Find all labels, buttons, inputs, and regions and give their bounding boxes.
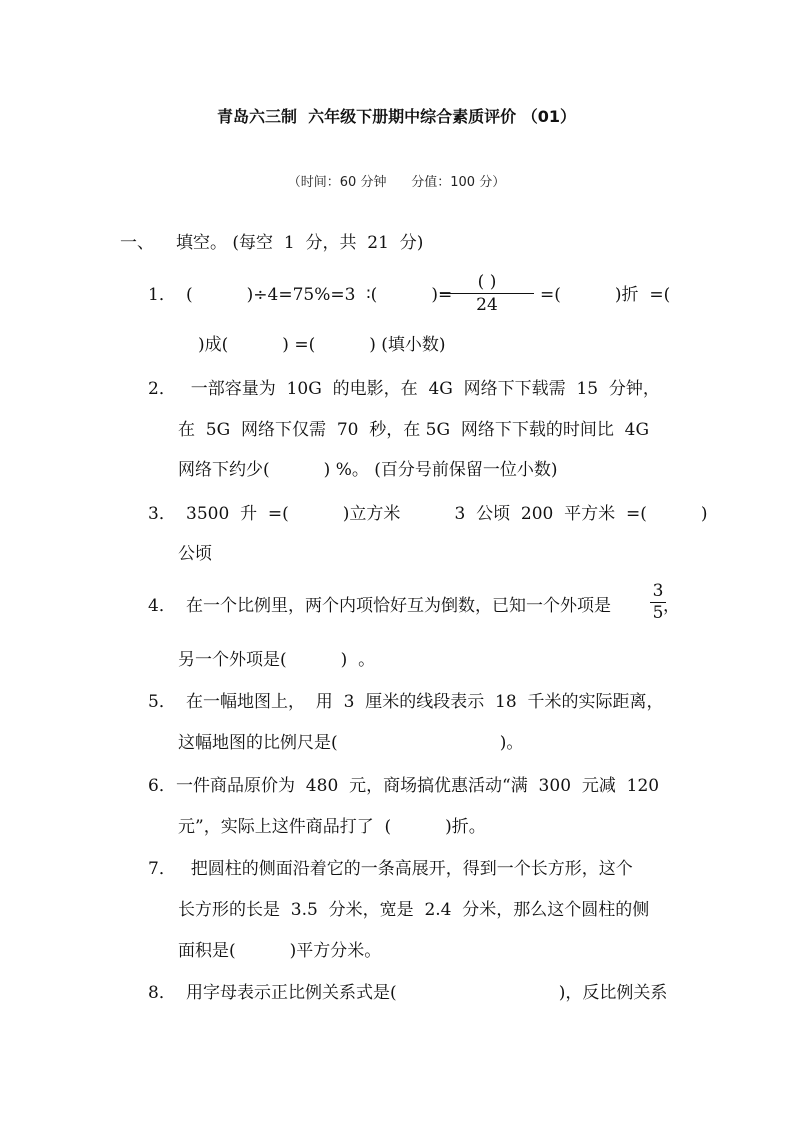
question-1-line2: )成( ) =( ) (填小数) bbox=[198, 335, 446, 355]
question-4-comma: ， bbox=[663, 596, 680, 616]
question-7-line1: 把圆柱的侧面沿着它的一条高展开，得到一个长方形，这个 bbox=[180, 859, 633, 879]
question-2-line2: 在 5G 网络下仅需 70 秒，在 5G 网络下下载的时间比 4G bbox=[178, 420, 650, 440]
question-4-number: 4． bbox=[148, 596, 176, 616]
fraction-numerator: 3 bbox=[652, 581, 664, 601]
section-heading: 填空。 (每空 1 分，共 21 分) bbox=[176, 233, 424, 253]
question-5-line2: 这幅地图的比例尺是( )。 bbox=[178, 733, 524, 753]
question-8-line1: 用字母表示正比例关系式是( )，反比例关系 bbox=[186, 983, 668, 1003]
fraction-bar bbox=[440, 293, 534, 294]
question-1-line1b: =( )折 =( bbox=[540, 285, 671, 305]
question-7-line2: 长方形的长是 3.5 分米，宽是 2.4 分米，那么这个圆柱的侧 bbox=[178, 900, 650, 920]
question-1-fraction bbox=[440, 272, 534, 315]
question-7-number: 7． bbox=[148, 859, 176, 879]
question-4-line1: 在一个比例里，两个内项恰好互为倒数，已知一个外项是 bbox=[186, 596, 611, 616]
question-2-line3: 网络下约少( ) %。 (百分号前保留一位小数) bbox=[178, 460, 558, 480]
question-7-line3: 面积是( )平方分米。 bbox=[178, 941, 382, 961]
fraction-denominator: 5 bbox=[652, 603, 664, 623]
question-1-number: 1． bbox=[148, 285, 176, 305]
question-3-line1: 3500 升 =( )立方米 3 公顷 200 平方米 =( ) bbox=[186, 504, 708, 524]
question-3-line2: 公顷 bbox=[178, 544, 212, 564]
question-5-number: 5． bbox=[148, 692, 176, 712]
section-number: 一、 bbox=[120, 233, 154, 253]
question-4-line2: 另一个外项是( ) 。 bbox=[178, 650, 376, 670]
fraction-numerator: ( ) bbox=[477, 272, 497, 292]
question-6-line2: 元”，实际上这件商品打了 ( )折。 bbox=[178, 817, 486, 837]
question-5-line1: 在一幅地图上， 用 3 厘米的线段表示 18 千米的实际距离， bbox=[186, 692, 664, 712]
page-subtitle: （时间：60 分钟 分值：100 分） bbox=[287, 175, 506, 190]
question-6-line1: 一件商品原价为 480 元，商场搞优惠活动“满 300 元减 120 bbox=[176, 776, 660, 796]
question-8-number: 8． bbox=[148, 983, 176, 1003]
question-2-line1: 一部容量为 10G 的电影，在 4G 网络下下载需 15 分钟， bbox=[180, 379, 660, 399]
question-1-line1a: ( )÷4=75%=3 ∶( )= bbox=[186, 285, 453, 305]
fraction-denominator: 24 bbox=[476, 295, 498, 315]
page-title: 青岛六三制 六年级下册期中综合素质评价 （01） bbox=[217, 107, 576, 126]
question-6-number: 6． bbox=[148, 776, 176, 796]
question-2-number: 2． bbox=[148, 379, 176, 399]
question-3-number: 3． bbox=[148, 504, 176, 524]
